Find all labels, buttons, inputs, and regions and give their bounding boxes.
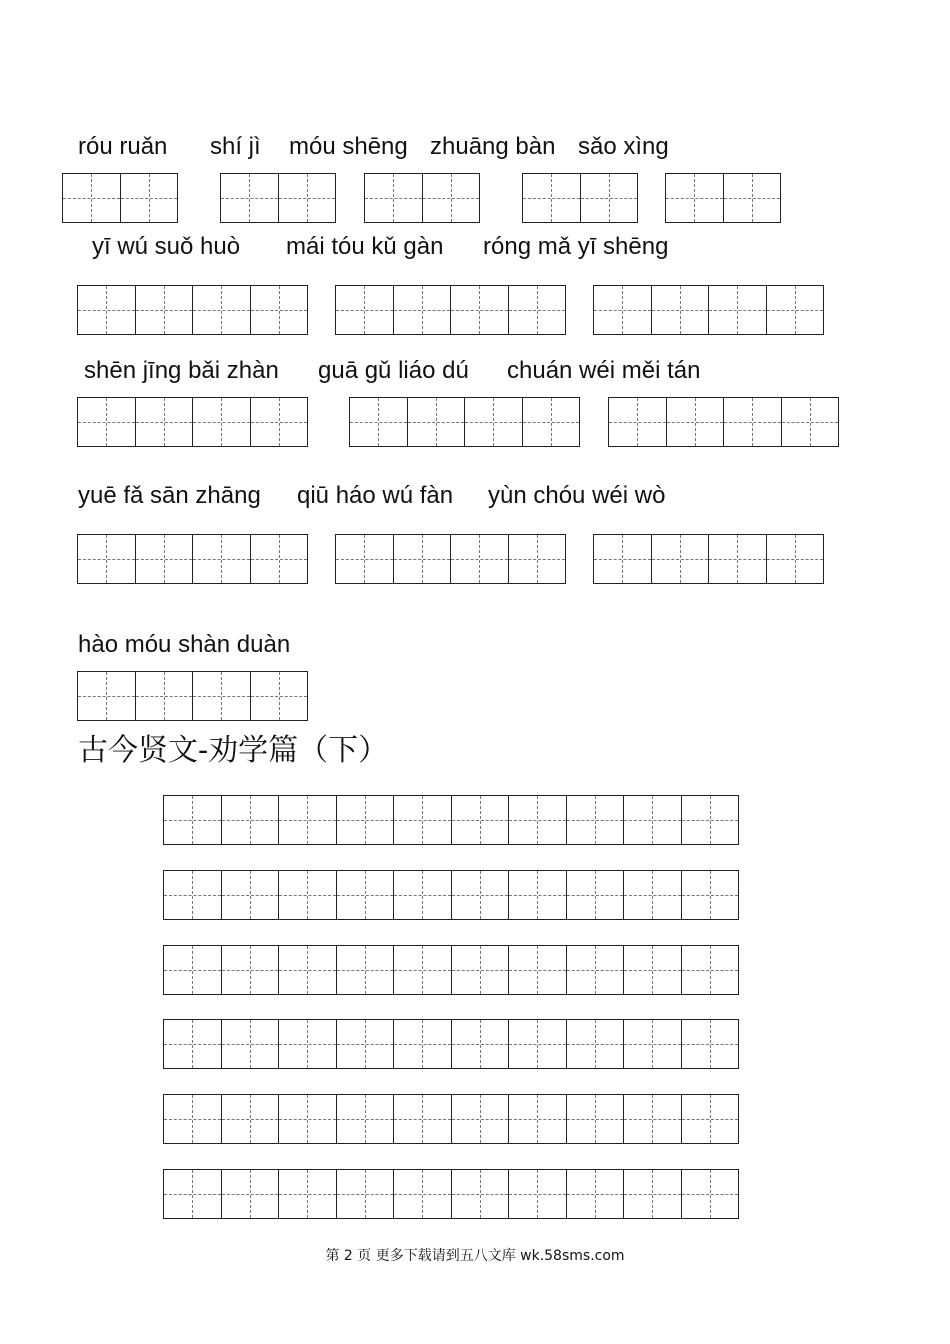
- pinyin-label: guā gǔ liáo dú: [318, 357, 469, 384]
- pinyin-label: róng mǎ yī shēng: [483, 233, 669, 260]
- pinyin-label: shí jì: [210, 133, 261, 160]
- pinyin-label: móu shēng: [289, 133, 408, 160]
- writing-grid-large[interactable]: [163, 1169, 739, 1219]
- writing-grid[interactable]: [522, 173, 638, 223]
- pinyin-label: chuán wéi měi tán: [507, 357, 701, 384]
- pinyin-label: shēn jīng bǎi zhàn: [84, 357, 279, 384]
- writing-grid[interactable]: [77, 285, 308, 335]
- pinyin-label: róu ruǎn: [78, 133, 168, 160]
- pinyin-label: yuē fǎ sān zhāng: [78, 482, 261, 509]
- section-title: 古今贤文-劝学篇（下）: [78, 733, 389, 768]
- writing-grid[interactable]: [335, 534, 566, 584]
- writing-grid[interactable]: [364, 173, 480, 223]
- pinyin-label: zhuāng bàn: [430, 133, 556, 160]
- pinyin-label: yī wú suǒ huò: [92, 233, 241, 260]
- pinyin-label: hào móu shàn duàn: [78, 631, 291, 658]
- writing-grid[interactable]: [335, 285, 566, 335]
- writing-grid-large[interactable]: [163, 1019, 739, 1069]
- writing-grid-large[interactable]: [163, 945, 739, 995]
- writing-grid-large[interactable]: [163, 870, 739, 920]
- pinyin-label: mái tóu kǔ gàn: [286, 233, 444, 260]
- pinyin-label: sǎo xìng: [578, 133, 669, 160]
- pinyin-label: qiū háo wú fàn: [297, 482, 454, 509]
- writing-grid[interactable]: [77, 534, 308, 584]
- writing-grid[interactable]: [349, 397, 580, 447]
- writing-grid[interactable]: [593, 534, 824, 584]
- writing-grid[interactable]: [77, 671, 308, 721]
- writing-grid[interactable]: [62, 173, 178, 223]
- writing-grid[interactable]: [608, 397, 839, 447]
- writing-grid-large[interactable]: [163, 1094, 739, 1144]
- writing-grid[interactable]: [220, 173, 336, 223]
- writing-grid-large[interactable]: [163, 795, 739, 845]
- page-footer: 第 2 页 更多下载请到五八文库 wk.58sms.com: [325, 1248, 625, 1264]
- writing-grid[interactable]: [593, 285, 824, 335]
- pinyin-label: yùn chóu wéi wò: [488, 482, 666, 509]
- writing-grid[interactable]: [665, 173, 781, 223]
- writing-grid[interactable]: [77, 397, 308, 447]
